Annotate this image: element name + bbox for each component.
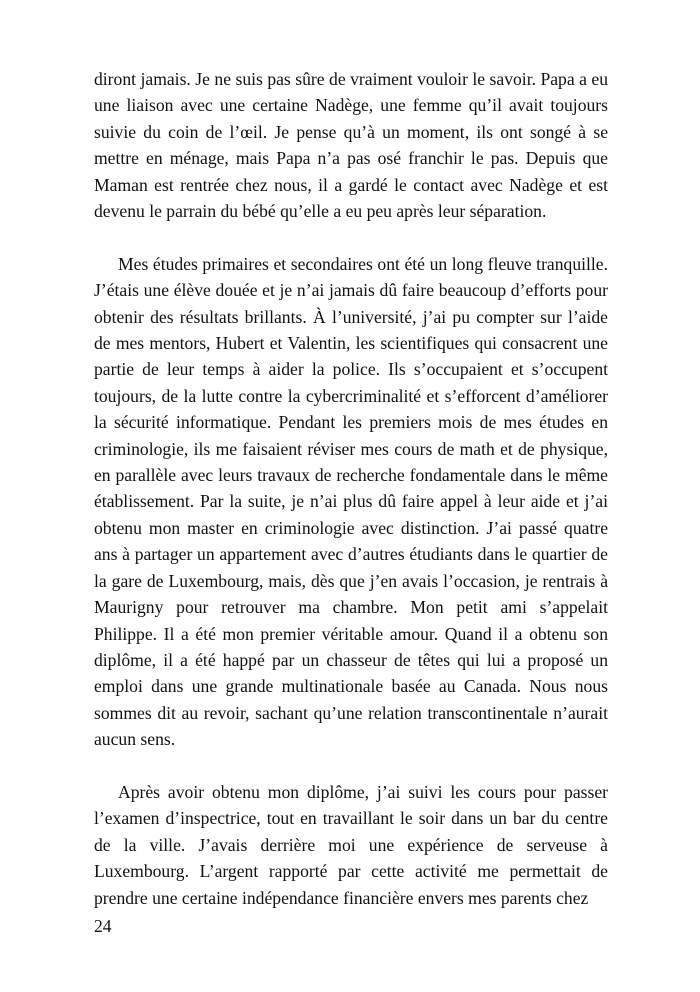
paragraph-continuation: diront jamais. Je ne suis pas sûre de vraiment vouloir le savoir. Papa a eu une liaison avec une certaine Nadège, une femme qu’il avait toujours suivie du coin de l’œil. Je pense qu’à un moment, ils ont songé à se mettre en ménage, mais Papa n’a pas osé franchir le pas. Depuis que Maman est rentrée chez nous, il a gardé le contact avec Nadège et est devenu le parrain du bébé qu’elle a eu peu après leur séparation. [94, 69, 608, 222]
paragraph-studies: Mes études primaires et secondaires ont été un long fleuve tranquille. J’étais une élève douée et je n’ai jamais dû faire beaucoup d’efforts pour obtenir des résultats brillants. À l’université, j’ai pu compter sur l’aide de mes mentors, Hubert et Valentin, les scientifiques qui consacrent une partie de leur temps à aider la police. Ils s’occupaient et s’occupent toujours, de la lutte contre la cybercriminalité et s’efforcent d’améliorer la sécurité informatique. Pendant les premiers mois de mes études en criminologie, ils me faisaient réviser mes cours de math et de physique, en parallèle avec leurs travaux de recherche fondamentale dans le même établissement. Par la suite, je n’ai plus dû faire appel à leur aide et j’ai obtenu mon master en criminologie avec distinction. J’ai passé quatre ans à partager un appartement avec d’autres étudiants dans le quartier de la gare de Luxembourg, mais, dès que j’en avais l’occasion, je rentrais à Maurigny pour retrouver ma chambre. Mon petit ami s’appelait Philippe. Il a été mon premier véritable amour. Quand il a obtenu son diplôme, il a été happé par un chasseur de têtes qui lui a proposé un emploi dans une grande multinationale basée au Canada. Nous nous sommes dit au revoir, sachant qu’une relation transcontinentale n’aurait aucun sens. [94, 253, 608, 750]
body-text [94, 66, 608, 911]
page-number: 24 [94, 916, 112, 936]
paragraph-after-diploma: Après avoir obtenu mon diplôme, j’ai suivi les cours pour passer l’examen d’inspectrice, tout en travaillant le soir dans un bar du centre de la ville. J’avais derrière moi une expérience de serveuse à Luxembourg. L’argent rapporté par cette activité me permettait de prendre une certaine indépendance financière envers mes parents chez [94, 781, 608, 908]
